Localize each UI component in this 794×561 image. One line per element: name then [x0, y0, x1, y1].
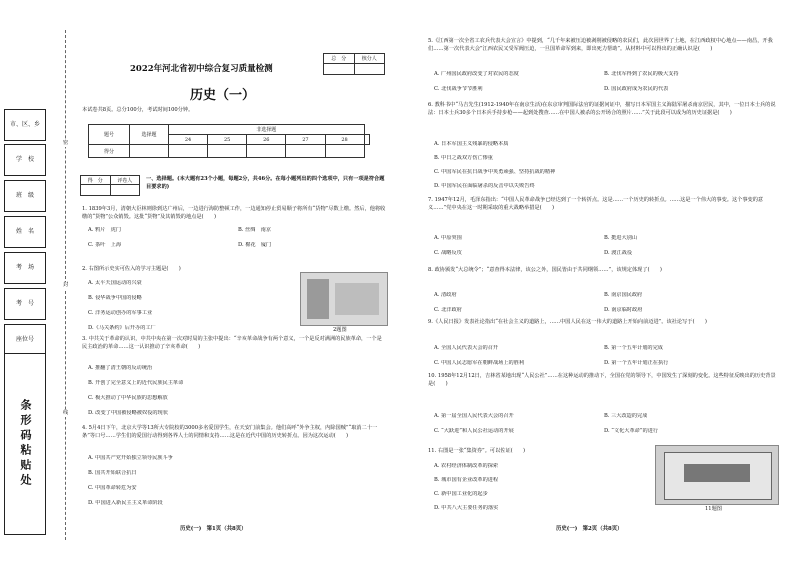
question-9-option-A: A. 全国人民代表大会的召开 [434, 345, 499, 351]
side-field-label: 考 号 [15, 300, 34, 307]
seal-char-3: 线 [63, 410, 69, 416]
question-3-option-B: B. 开创了完全意义上的近代民族民主革命 [88, 380, 184, 386]
question-6-option-B: B. 中日之战双方伤亡惨重 [434, 155, 493, 161]
question-9-option-B: B. 第一个五年计划的完成 [604, 345, 663, 351]
question-7-option-C: C. 战略反攻 [434, 250, 462, 256]
question-11-option-C: C. 新中国工业化的起步 [434, 491, 488, 497]
barcode-notice: 条形码粘贴处 [19, 399, 32, 489]
score-table-row2: 得分 [89, 145, 130, 158]
section1-header: 一、选择题。(本大题有23个小题，每题2分，共46分。在每小题列出的四个选项中，只有一项是符合题目要求的) [146, 176, 385, 191]
exam-info: 本试卷共8页。总分100分，考试时间100分钟。 [82, 107, 194, 113]
question-8-stem: 8. 政协颁发“大总统令”；“意查得本法律，该公之外，国民皆由于共同纲领……”，该规定体现了( ) [428, 267, 662, 273]
question-11-option-D: D. 中共八大主要任务的落实 [434, 505, 499, 511]
question-2-option-D: D.《马关条约》后开办的工厂 [88, 325, 156, 331]
score-box-h2: 核分人 [354, 54, 385, 64]
question-5-option-B: B. 北伐军得到了农民的极大支持 [604, 71, 679, 77]
question-11-caption: 11题图 [705, 506, 722, 512]
score-box-h1: 总 分 [324, 54, 355, 64]
score-table [88, 124, 370, 158]
question-10-option-C: C. “大跃进”和人民公社运动的开展 [434, 428, 514, 434]
question-9-stem: 9.《人民日报》发表社论指出“在社会主义的道路上，……中国人民在这一伟大的道路上开始向前迈进”。该社论写于( ) [428, 319, 707, 325]
question-4-option-B: B. 国共开始联合抗日 [88, 470, 137, 476]
side-field-label: 姓 名 [15, 228, 34, 235]
question-3-option-D: D. 改变了中国被侵略被奴役的现状 [88, 410, 168, 416]
side-field-label: 座位号 [15, 336, 34, 343]
subject-title: 历史（一） [190, 88, 256, 103]
question-4-option-D: D. 中国进入新民主主义革命阶段 [88, 500, 163, 506]
score-box [323, 53, 385, 75]
question-5-option-A: A. 广州国民政府改变了对农民的态度 [434, 71, 519, 77]
side-field-3 [4, 180, 46, 212]
seal-char-1: 密 [63, 140, 69, 146]
question-7-option-A: A. 中原突围 [434, 235, 462, 241]
grader-c1: 得 分 [81, 176, 111, 185]
question-10-option-D: D. “文化大革命”的进行 [604, 428, 659, 434]
side-field-1 [4, 109, 46, 141]
exam-title: 2022年河北省初中综合复习质量检测 [130, 64, 273, 74]
side-field-2 [4, 144, 46, 176]
side-field-label: 考 场 [15, 264, 34, 271]
grader-c2: 评卷人 [110, 176, 140, 185]
question-7-option-D: D. 渡江战役 [604, 250, 633, 256]
question-2-caption: 2题图 [333, 327, 347, 333]
side-field-4 [4, 216, 46, 248]
score-table-num: 27 [286, 135, 325, 145]
question-5-stem: 5.《江西第一次全省工农兵代表大会宣言》中提到，“几千年来被压迫被剥削被侵略的农民们，此次因世界了土地，在江西政权中心地点——南昌，开我们……第一次代表大会”江西农民又受军阀压迫，一旦国革命军到来，即出死力帮助”。从材料中可以得出的正确认识是( ) [428, 38, 773, 53]
score-table-num: 28 [325, 135, 364, 145]
question-6-option-A: A. 日本军国主义残暴的侵略本质 [434, 141, 509, 147]
question-2-option-C: C. 洋务运动创办的军事工业 [88, 310, 153, 316]
score-table-choice: 选择题 [130, 125, 169, 145]
question-7-option-B: B. 挺进大别山 [604, 235, 638, 241]
question-8-option-A: A. 清政府 [434, 292, 457, 298]
score-table-label: 题号 [89, 125, 130, 145]
score-table-num: 26 [247, 135, 286, 145]
question-2-option-A: A. 太平天国运动的兴衰 [88, 280, 142, 286]
page-2-footer: 历史(一) 第2页（共8页） [556, 526, 623, 532]
question-1-option-B: B. 丝绸 南京 [238, 227, 272, 233]
question-8-option-C: C. 北洋政府 [434, 307, 462, 313]
seal-char-2: 封 [63, 282, 69, 288]
side-field-label: 学 校 [15, 156, 34, 163]
grader-box [80, 175, 140, 196]
side-field-7 [4, 324, 46, 356]
question-6-option-D: D. 中国军民在面临屠杀的反击中以失败告终 [434, 183, 535, 189]
question-11-image [655, 445, 779, 505]
question-3-option-A: A. 推翻了清王朝的反动统治 [88, 365, 153, 371]
question-6-option-C: C. 中国军民在抗日战争中英勇顽强、坚持抗战的精神 [434, 169, 556, 175]
question-3-option-C: C. 极大推动了中华民族的思想解放 [88, 395, 168, 401]
question-10-option-B: B. 三大改造的完成 [604, 413, 648, 419]
question-7-stem: 7. 1947年12月，毛泽东指出：“中国人民革命战争已经达到了一个转折点。这是……一个历史的转折点。……这是一个伟大的事变。这个事变的意义……”党中央在这一时期采取的重大战略举措是( ) [428, 197, 764, 212]
barcode-area [4, 353, 46, 535]
question-5-option-C: C. 北伐战争节节胜利 [434, 86, 483, 92]
question-2-option-B: B. 侵华战争中国的侵略 [88, 295, 142, 301]
question-1-option-D: D. 棉花 厦门 [238, 242, 272, 248]
side-field-5 [4, 252, 46, 284]
question-1-option-A: A. 鸦片 虎门 [88, 227, 121, 233]
question-1-stem: 1. 1839年3月，清朝大臣林则徐到达广州后，一边进行海防整顿工作，一边通知停止贸易顺子将所有“货物”尽数上缴。然后，他将收缴的“货物”公众销毁。这批“货物”及其销毁的地点是( ) [82, 206, 386, 221]
question-8-option-B: B. 南京国民政府 [604, 292, 643, 298]
question-6-stem: 6. 教科书中“马吉先生(1912-1940年在南京生活)在东京审判国际法官的证据问证中，描写日本军国主义海陆军屠杀南京居民，其中，一位日本士兵的说法：日本士兵30多个日本兵手持步枪——起到处搜查……在中国人被杀的公开场合的照片……”关于此段可以成为的历史证据是( ) [428, 102, 776, 117]
question-3-stem: 3. 中共关于革命的认识，中共中央在第一次对时局的主张中提出：“辛亥革命战争有两个意义，一个是反对满洲的民族革命，一个是民主政治的革命……这一认识推动了辛亥革命( ) [82, 336, 382, 351]
question-4-stem: 4. 5月4日下午，北京大学等13所大专院校的3000多名爱国学生，在天安门前集会。他们高呼“外争主权，内除国贼”“取消二十一条”等口号……学生们的爱国行动得到各界人士的同情和支持……这是在近代中国的历史转折点。因为这次运动( ) [82, 425, 378, 440]
question-11-stem: 11. 右图是一张“集资券”。可以佐证( ) [428, 448, 526, 454]
side-field-label: 班 级 [15, 192, 34, 199]
question-11-option-A: A. 农村经济体制改革的探索 [434, 463, 499, 469]
question-8-option-D: D. 南京临时政府 [604, 307, 643, 313]
side-field-label: 市、区、乡 [9, 121, 40, 128]
question-1-option-C: C. 茶叶 上海 [88, 242, 122, 248]
score-table-num: 25 [208, 135, 247, 145]
question-10-option-A: A. 第一届全国人民代表大会的召开 [434, 413, 514, 419]
question-5-option-D: D. 国民政府成为农民的代表 [604, 86, 669, 92]
question-4-option-A: A. 中国共产党开始独立领导民族斗争 [88, 455, 173, 461]
question-10-stem: 10. 1958年12月12日，吉林省某地出现“人民公社”……在这种运动的推动下，全国在党的领导下，中国发生了深刻的变化。这些特征反映出的历史背景是( ) [428, 373, 776, 388]
score-table-group: 非选择题 [169, 125, 365, 135]
question-11-option-B: B. 城市国有企业改革的进程 [434, 477, 499, 483]
question-9-option-C: C. 中国人民志愿军在朝鲜战场上的胜利 [434, 360, 525, 366]
question-2-stem: 2. 右图所示史实可佐入的学习主题是( ) [82, 266, 181, 272]
side-field-6 [4, 288, 46, 320]
question-2-image [300, 272, 388, 326]
score-table-num: 24 [169, 135, 208, 145]
question-9-option-D: D. 第一个五年计划正在执行 [604, 360, 669, 366]
page-1-footer: 历史(一) 第1页（共8页） [180, 526, 247, 532]
question-4-option-C: C. 中国革命转危为安 [88, 485, 137, 491]
